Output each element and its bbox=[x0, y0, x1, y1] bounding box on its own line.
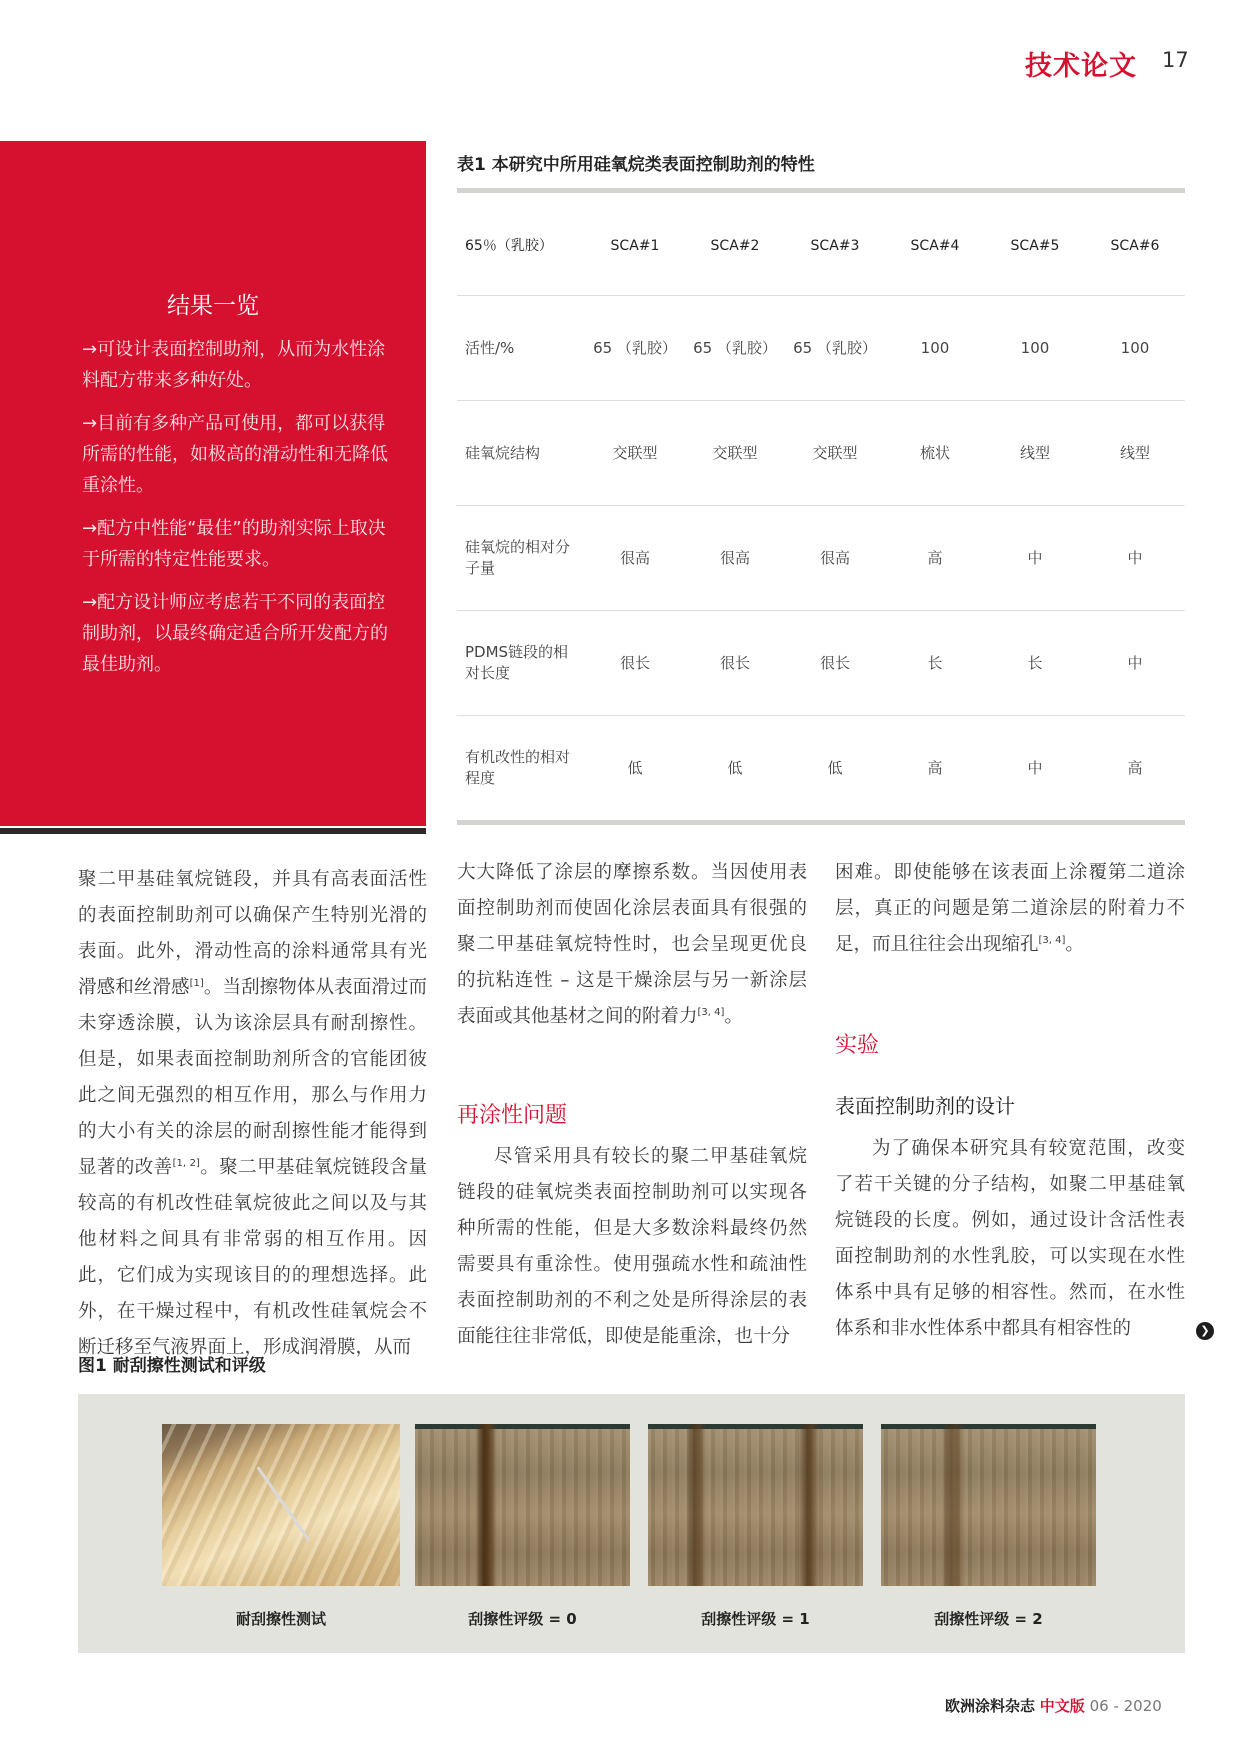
table-row-label: 有机改性的相对程度 bbox=[457, 716, 585, 823]
subheading-additive-design: 表面控制助剂的设计 bbox=[835, 1094, 1015, 1118]
scratch-rating-0-image bbox=[415, 1424, 630, 1586]
table-header-cell: 65％（乳胶） bbox=[457, 197, 585, 296]
figure-label: 刮擦性评级 = 2 bbox=[934, 1610, 1043, 1628]
body-column-2-top bbox=[457, 855, 807, 1035]
table-cell: 很长 bbox=[585, 611, 685, 716]
body-text: 大大降低了涂层的摩擦系数。当因使用表面控制助剂而使固化涂层表面具有很强的聚二甲基硅氧烷特性时，也会呈现更优良的抗粘连性 – 这是干燥涂层与另一新涂层表面或其他基材之间的附着力 bbox=[457, 862, 807, 1027]
table-cell: 很长 bbox=[685, 611, 785, 716]
citation: [1] bbox=[189, 977, 204, 989]
table-cell: 中 bbox=[985, 716, 1085, 823]
table-cell: 线型 bbox=[1085, 401, 1185, 506]
table-caption: 表1 本研究中所用硅氧烷类表面控制助剂的特性 bbox=[457, 155, 815, 175]
summary-title: 结果一览 bbox=[167, 293, 259, 319]
body-text: 聚二甲基硅氧烷链段，并具有高表面活性的表面控制助剂可以确保产生特别光滑的表面。此外，滑动性高的涂料通常具有光滑感和丝滑感 bbox=[78, 869, 427, 998]
table-cell: 中 bbox=[985, 506, 1085, 611]
table-cell: 很高 bbox=[685, 506, 785, 611]
summary-item: →配方设计师应考虑若干不同的表面控制助剂，以最终确定适合所开发配方的最佳助剂。 bbox=[82, 592, 388, 675]
table-cell: 交联型 bbox=[585, 401, 685, 506]
table-cell: 很高 bbox=[785, 506, 885, 611]
figure-label: 耐刮擦性测试 bbox=[235, 1610, 326, 1628]
body-column-3-top bbox=[835, 855, 1185, 963]
table-cell: 交联型 bbox=[785, 401, 885, 506]
table-cell: 高 bbox=[885, 506, 985, 611]
scratch-mark bbox=[475, 1424, 497, 1586]
properties-table bbox=[457, 197, 1185, 825]
table-header-cell: SCA#5 bbox=[985, 197, 1085, 296]
summary-bottom-rule bbox=[0, 828, 426, 834]
table-cell: 高 bbox=[1085, 716, 1185, 823]
section-title: 技术论文 bbox=[1025, 51, 1137, 82]
table-cell: 梳状 bbox=[885, 401, 985, 506]
table-header-cell: SCA#6 bbox=[1085, 197, 1185, 296]
footer-date: 06 - 2020 bbox=[1089, 1697, 1162, 1715]
table-row-label: 活性/% bbox=[457, 296, 585, 401]
body-column-1 bbox=[78, 862, 427, 1366]
table-cell: 交联型 bbox=[685, 401, 785, 506]
scratch-mark bbox=[941, 1424, 965, 1586]
figure-caption: 图1 耐刮擦性测试和评级 bbox=[78, 1356, 266, 1376]
footer-edition: 中文版 bbox=[1039, 1697, 1085, 1715]
microscope-toolbar bbox=[415, 1424, 630, 1429]
table-cell: 高 bbox=[885, 716, 985, 823]
table-cell: 长 bbox=[985, 611, 1085, 716]
table-row bbox=[457, 506, 1185, 611]
table-cell: 线型 bbox=[985, 401, 1085, 506]
table-cell: 低 bbox=[685, 716, 785, 823]
footer-magazine: 欧洲涂料杂志 bbox=[945, 1697, 1036, 1715]
table-header-cell: SCA#1 bbox=[585, 197, 685, 296]
body-text: 。 bbox=[1065, 934, 1084, 955]
section-heading-experiment: 实验 bbox=[835, 1033, 880, 1058]
table-cell: 100 bbox=[1085, 296, 1185, 401]
microscope-toolbar bbox=[648, 1424, 863, 1429]
table-cell: 100 bbox=[885, 296, 985, 401]
table-row-label: PDMS链段的相对长度 bbox=[457, 611, 585, 716]
body-text: 。聚二甲基硅氧烷链段含量较高的有机改性硅氧烷彼此之间以及与其他材料之间具有非常弱的相互作用。因此，它们成为实现该目的的理想选择。此外，在干燥过程中，有机改性硅氧烷会不断迁移至气液界面上，形成润滑膜，从而 bbox=[78, 1157, 427, 1358]
table-cell: 很长 bbox=[785, 611, 885, 716]
scratch-test-photo bbox=[162, 1424, 400, 1586]
table-top-rule bbox=[457, 188, 1185, 193]
table-row bbox=[457, 401, 1185, 506]
scratch-rating-1-image bbox=[648, 1424, 863, 1586]
summary-item: →配方中性能“最佳”的助剂实际上取决于所需的特定性能要求。 bbox=[82, 518, 386, 570]
table-cell: 100 bbox=[985, 296, 1085, 401]
summary-item: →可设计表面控制助剂，从而为水性涂料配方带来多种好处。 bbox=[82, 339, 386, 391]
table-cell: 65 （乳胶） bbox=[685, 296, 785, 401]
scratch-mark bbox=[798, 1424, 820, 1586]
page-number: 17 bbox=[1162, 48, 1189, 72]
scratch-rating-2-image bbox=[881, 1424, 1096, 1586]
figure-label: 刮擦性评级 = 0 bbox=[468, 1610, 577, 1628]
section-heading-recoatability: 再涂性问题 bbox=[457, 1103, 568, 1128]
scratch-mark bbox=[686, 1424, 706, 1586]
table-cell: 65 （乳胶） bbox=[785, 296, 885, 401]
table-cell: 中 bbox=[1085, 611, 1185, 716]
figure-panel bbox=[78, 1394, 1185, 1653]
microscope-toolbar bbox=[881, 1424, 1096, 1429]
table-cell: 低 bbox=[785, 716, 885, 823]
chevron-right-circle-icon: ❯ bbox=[1196, 1322, 1214, 1340]
citation: [3, 4] bbox=[1038, 934, 1066, 946]
citation: [1, 2] bbox=[172, 1157, 200, 1169]
table-row-label: 硅氧烷结构 bbox=[457, 401, 585, 506]
body-column-2-bottom: 尽管采用具有较长的聚二甲基硅氧烷链段的硅氧烷类表面控制助剂可以实现各种所需的性能，但是大多数涂料最终仍然需要具有重涂性。使用强疏水性和疏油性表面控制助剂的不利之处是所得涂层的表面能往往非常低，即使是能重涂，也十分 bbox=[457, 1146, 807, 1347]
table-row bbox=[457, 716, 1185, 823]
table-cell: 低 bbox=[585, 716, 685, 823]
citation: [3, 4] bbox=[697, 1006, 725, 1018]
table-cell: 很高 bbox=[585, 506, 685, 611]
table-header-cell: SCA#4 bbox=[885, 197, 985, 296]
body-text: 。 bbox=[724, 1006, 743, 1027]
summary-item: →目前有多种产品可使用，都可以获得所需的性能，如极高的滑动性和无降低重涂性。 bbox=[82, 413, 388, 496]
footer bbox=[945, 1695, 1162, 1716]
table-row-label: 硅氧烷的相对分子量 bbox=[457, 506, 585, 611]
table-cell: 65 （乳胶） bbox=[585, 296, 685, 401]
table-cell: 长 bbox=[885, 611, 985, 716]
table-row bbox=[457, 296, 1185, 401]
wood-grain-texture bbox=[162, 1424, 400, 1586]
body-text: 。当刮擦物体从表面滑过而未穿透涂膜，认为该涂层具有耐刮擦性。但是，如果表面控制助剂所含的官能团彼此之间无强烈的相互作用，那么与作用力的大小有关的涂层的耐刮擦性能才能得到显著的改善 bbox=[78, 977, 427, 1178]
table-cell: 中 bbox=[1085, 506, 1185, 611]
table-header-row bbox=[457, 197, 1185, 296]
figure-label: 刮擦性评级 = 1 bbox=[701, 1610, 810, 1628]
table-header-cell: SCA#2 bbox=[685, 197, 785, 296]
body-column-3-bottom: 为了确保本研究具有较宽范围，改变了若干关键的分子结构，如聚二甲基硅氧烷链段的长度。例如，通过设计含活性表面控制助剂的水性乳胶，可以实现在水性体系中具有足够的相容性。然而，在水性体系和非水性体系中都具有相容性的 bbox=[835, 1138, 1185, 1339]
table-row bbox=[457, 611, 1185, 716]
body-text: 困难。即使能够在该表面上涂覆第二道涂层，真正的问题是第二道涂层的附着力不足，而且往往会出现缩孔 bbox=[835, 862, 1185, 955]
table-header-cell: SCA#3 bbox=[785, 197, 885, 296]
summary-list bbox=[82, 334, 402, 692]
